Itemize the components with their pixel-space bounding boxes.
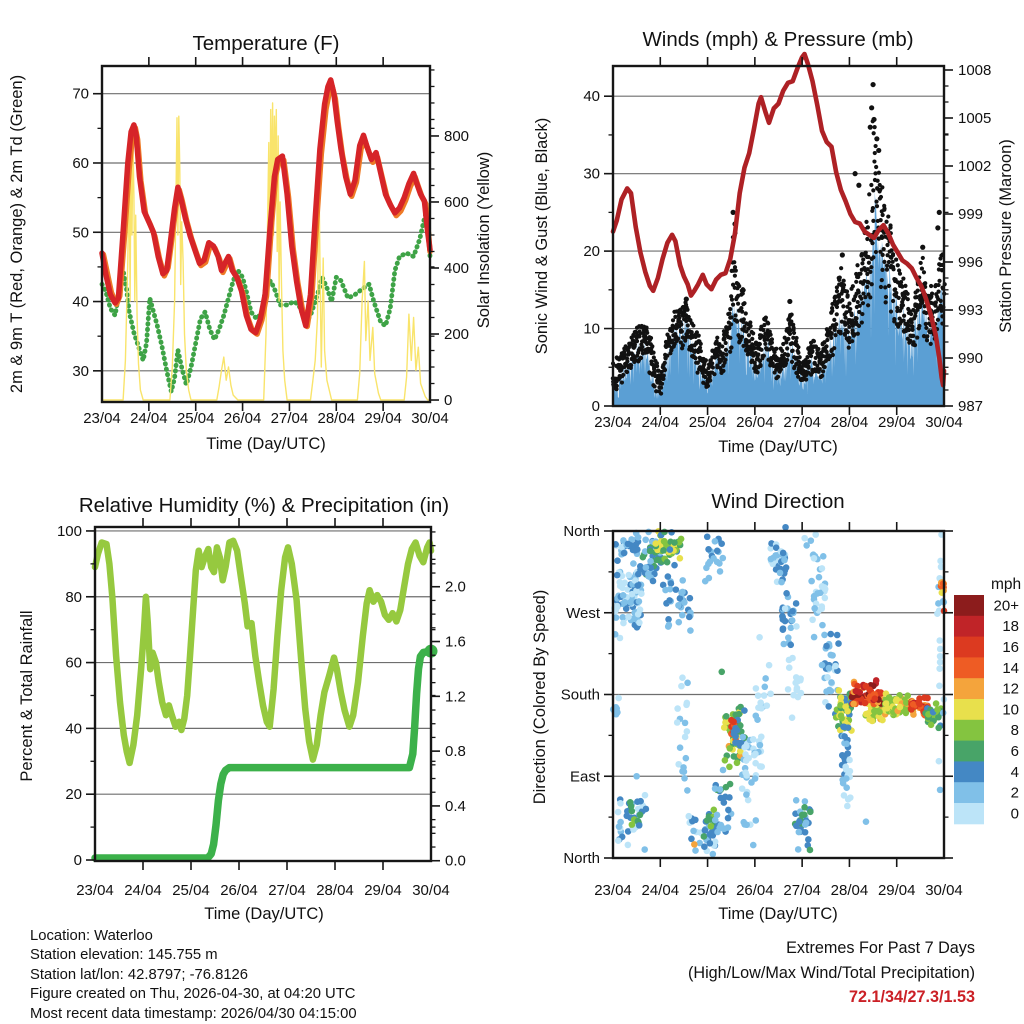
temperature-chart (8, 32, 493, 453)
svg-text:600: 600 (444, 193, 470, 211)
speed-colorbar (954, 576, 1021, 824)
extremes-subtitle: (High/Low/Max Wind/Total Precipitation) (688, 963, 975, 982)
svg-text:1005: 1005 (958, 110, 992, 127)
svg-text:24/04: 24/04 (641, 882, 680, 899)
svg-text:800: 800 (444, 127, 470, 145)
svg-text:10: 10 (583, 320, 600, 338)
svg-text:26/04: 26/04 (220, 882, 258, 899)
svg-text:1008: 1008 (958, 62, 992, 79)
svg-text:40: 40 (72, 293, 89, 311)
svg-text:0: 0 (73, 852, 82, 870)
svg-text:23/04: 23/04 (76, 882, 114, 899)
humidity-xlabel: Time (Day/UTC) (204, 905, 324, 923)
svg-text:East: East (569, 768, 600, 786)
extremes-value: 72.1/34/27.3/1.53 (848, 988, 975, 1006)
svg-text:24/04: 24/04 (641, 414, 680, 431)
svg-text:16: 16 (1002, 639, 1019, 656)
station-latlon: Station lat/lon: 42.8797; -76.8126 (30, 966, 249, 983)
svg-text:West: West (566, 604, 600, 622)
station-elevation: Station elevation: 145.755 m (30, 947, 218, 964)
svg-text:28/04: 28/04 (316, 882, 354, 899)
wind-direction-title: Wind Direction (711, 490, 845, 513)
svg-text:10: 10 (1002, 701, 1019, 719)
figure-created: Figure created on Thu, 2026-04-30, at 04:20 UTC (30, 986, 356, 1003)
svg-text:20+: 20+ (993, 597, 1019, 615)
svg-text:12: 12 (1002, 680, 1019, 698)
svg-text:1.6: 1.6 (445, 633, 466, 651)
svg-text:14: 14 (1002, 659, 1019, 677)
svg-text:987: 987 (958, 398, 984, 415)
svg-text:50: 50 (72, 224, 89, 242)
svg-text:70: 70 (72, 85, 89, 103)
winds-pressure-chart (533, 28, 1015, 456)
station-location: Location: Waterloo (30, 928, 153, 944)
wind-direction-plot (561, 522, 963, 899)
svg-text:1.2: 1.2 (445, 688, 466, 706)
humidity-plot (57, 518, 466, 899)
humidity-title: Relative Humidity (%) & Precipitation (in) (78, 494, 450, 517)
svg-text:30/04: 30/04 (411, 410, 449, 427)
svg-text:8: 8 (1010, 722, 1019, 740)
temperature-plot (72, 57, 469, 427)
svg-text:2: 2 (1010, 784, 1019, 802)
svg-text:999: 999 (958, 206, 984, 223)
svg-text:26/04: 26/04 (223, 410, 262, 427)
temperature-ylabel-left: 2m & 9m T (Red, Orange) & 2m Td (Green) (8, 74, 26, 394)
svg-text:29/04: 29/04 (877, 414, 916, 431)
svg-text:North: North (563, 523, 600, 540)
svg-text:mph: mph (991, 576, 1022, 593)
svg-text:South: South (560, 686, 600, 704)
winds-plot (583, 54, 991, 431)
svg-text:25/04: 25/04 (688, 882, 727, 899)
svg-text:26/04: 26/04 (736, 882, 774, 899)
svg-text:4: 4 (1010, 763, 1019, 781)
svg-text:20: 20 (65, 786, 82, 804)
svg-text:25/04: 25/04 (172, 882, 210, 899)
wind-direction-xlabel: Time (Day/UTC) (718, 905, 838, 923)
winds-xlabel: Time (Day/UTC) (718, 438, 838, 456)
svg-text:6: 6 (1010, 743, 1019, 760)
svg-text:25/04: 25/04 (176, 410, 215, 427)
svg-text:27/04: 27/04 (268, 882, 306, 899)
svg-text:23/04: 23/04 (83, 410, 121, 427)
svg-text:28/04: 28/04 (830, 882, 869, 899)
winds-ylabel-left: Sonic Wind & Gust (Blue, Black) (533, 117, 551, 355)
svg-text:27/04: 27/04 (783, 882, 821, 899)
svg-text:0.4: 0.4 (445, 797, 466, 815)
svg-text:18: 18 (1002, 618, 1019, 636)
extremes-title: Extremes For Past 7 Days (786, 939, 975, 957)
wind-direction-chart (531, 490, 1021, 923)
data-timestamp: Most recent data timestamp: 2026/04/30 04:15:00 (30, 1005, 357, 1022)
svg-text:29/04: 29/04 (877, 882, 916, 899)
svg-text:North: North (563, 850, 600, 867)
svg-text:29/04: 29/04 (364, 410, 402, 427)
svg-text:996: 996 (958, 254, 984, 271)
wind-direction-ylabel: Direction (Colored By Speed) (531, 589, 549, 805)
svg-text:993: 993 (958, 302, 984, 319)
station-info (30, 927, 357, 1024)
svg-text:24/04: 24/04 (130, 410, 168, 427)
svg-text:0.8: 0.8 (445, 743, 466, 761)
svg-text:30/04: 30/04 (925, 414, 963, 431)
temperature-xlabel: Time (Day/UTC) (206, 435, 326, 453)
svg-text:30/04: 30/04 (925, 882, 963, 899)
svg-text:2.0: 2.0 (445, 578, 466, 596)
svg-text:990: 990 (958, 350, 984, 367)
svg-text:80: 80 (65, 588, 82, 606)
svg-text:23/04: 23/04 (594, 882, 632, 899)
winds-ylabel-right: Station Pressure (Maroon) (997, 139, 1015, 333)
extremes-block (688, 936, 975, 1010)
svg-text:26/04: 26/04 (736, 414, 774, 431)
svg-text:23/04: 23/04 (594, 414, 632, 431)
svg-text:200: 200 (444, 326, 470, 344)
svg-text:60: 60 (65, 654, 82, 672)
svg-text:30: 30 (72, 362, 89, 380)
svg-text:27/04: 27/04 (270, 410, 309, 427)
svg-text:100: 100 (56, 522, 82, 540)
svg-text:30: 30 (583, 165, 600, 183)
temperature-ylabel-right: Solar Insolation (Yellow) (475, 151, 493, 329)
svg-text:0: 0 (1010, 805, 1019, 823)
humidity-precip-chart (18, 494, 466, 923)
svg-text:29/04: 29/04 (364, 882, 402, 899)
svg-text:28/04: 28/04 (830, 414, 869, 431)
humidity-ylabel-left: Percent & Total Rainfall (18, 610, 36, 782)
svg-text:24/04: 24/04 (124, 882, 162, 899)
svg-text:0: 0 (444, 392, 453, 410)
svg-text:20: 20 (583, 243, 600, 261)
svg-text:400: 400 (444, 259, 470, 277)
winds-title: Winds (mph) & Pressure (mb) (642, 28, 914, 51)
svg-text:25/04: 25/04 (688, 414, 727, 431)
svg-text:27/04: 27/04 (783, 414, 821, 431)
svg-text:30/04: 30/04 (412, 882, 450, 899)
svg-text:60: 60 (72, 154, 89, 172)
svg-text:0: 0 (591, 398, 600, 415)
svg-text:1002: 1002 (958, 158, 992, 175)
temperature-title: Temperature (F) (192, 32, 340, 55)
svg-text:40: 40 (583, 88, 600, 106)
svg-text:0.0: 0.0 (445, 852, 466, 870)
svg-text:28/04: 28/04 (317, 410, 356, 427)
svg-text:40: 40 (65, 720, 82, 738)
